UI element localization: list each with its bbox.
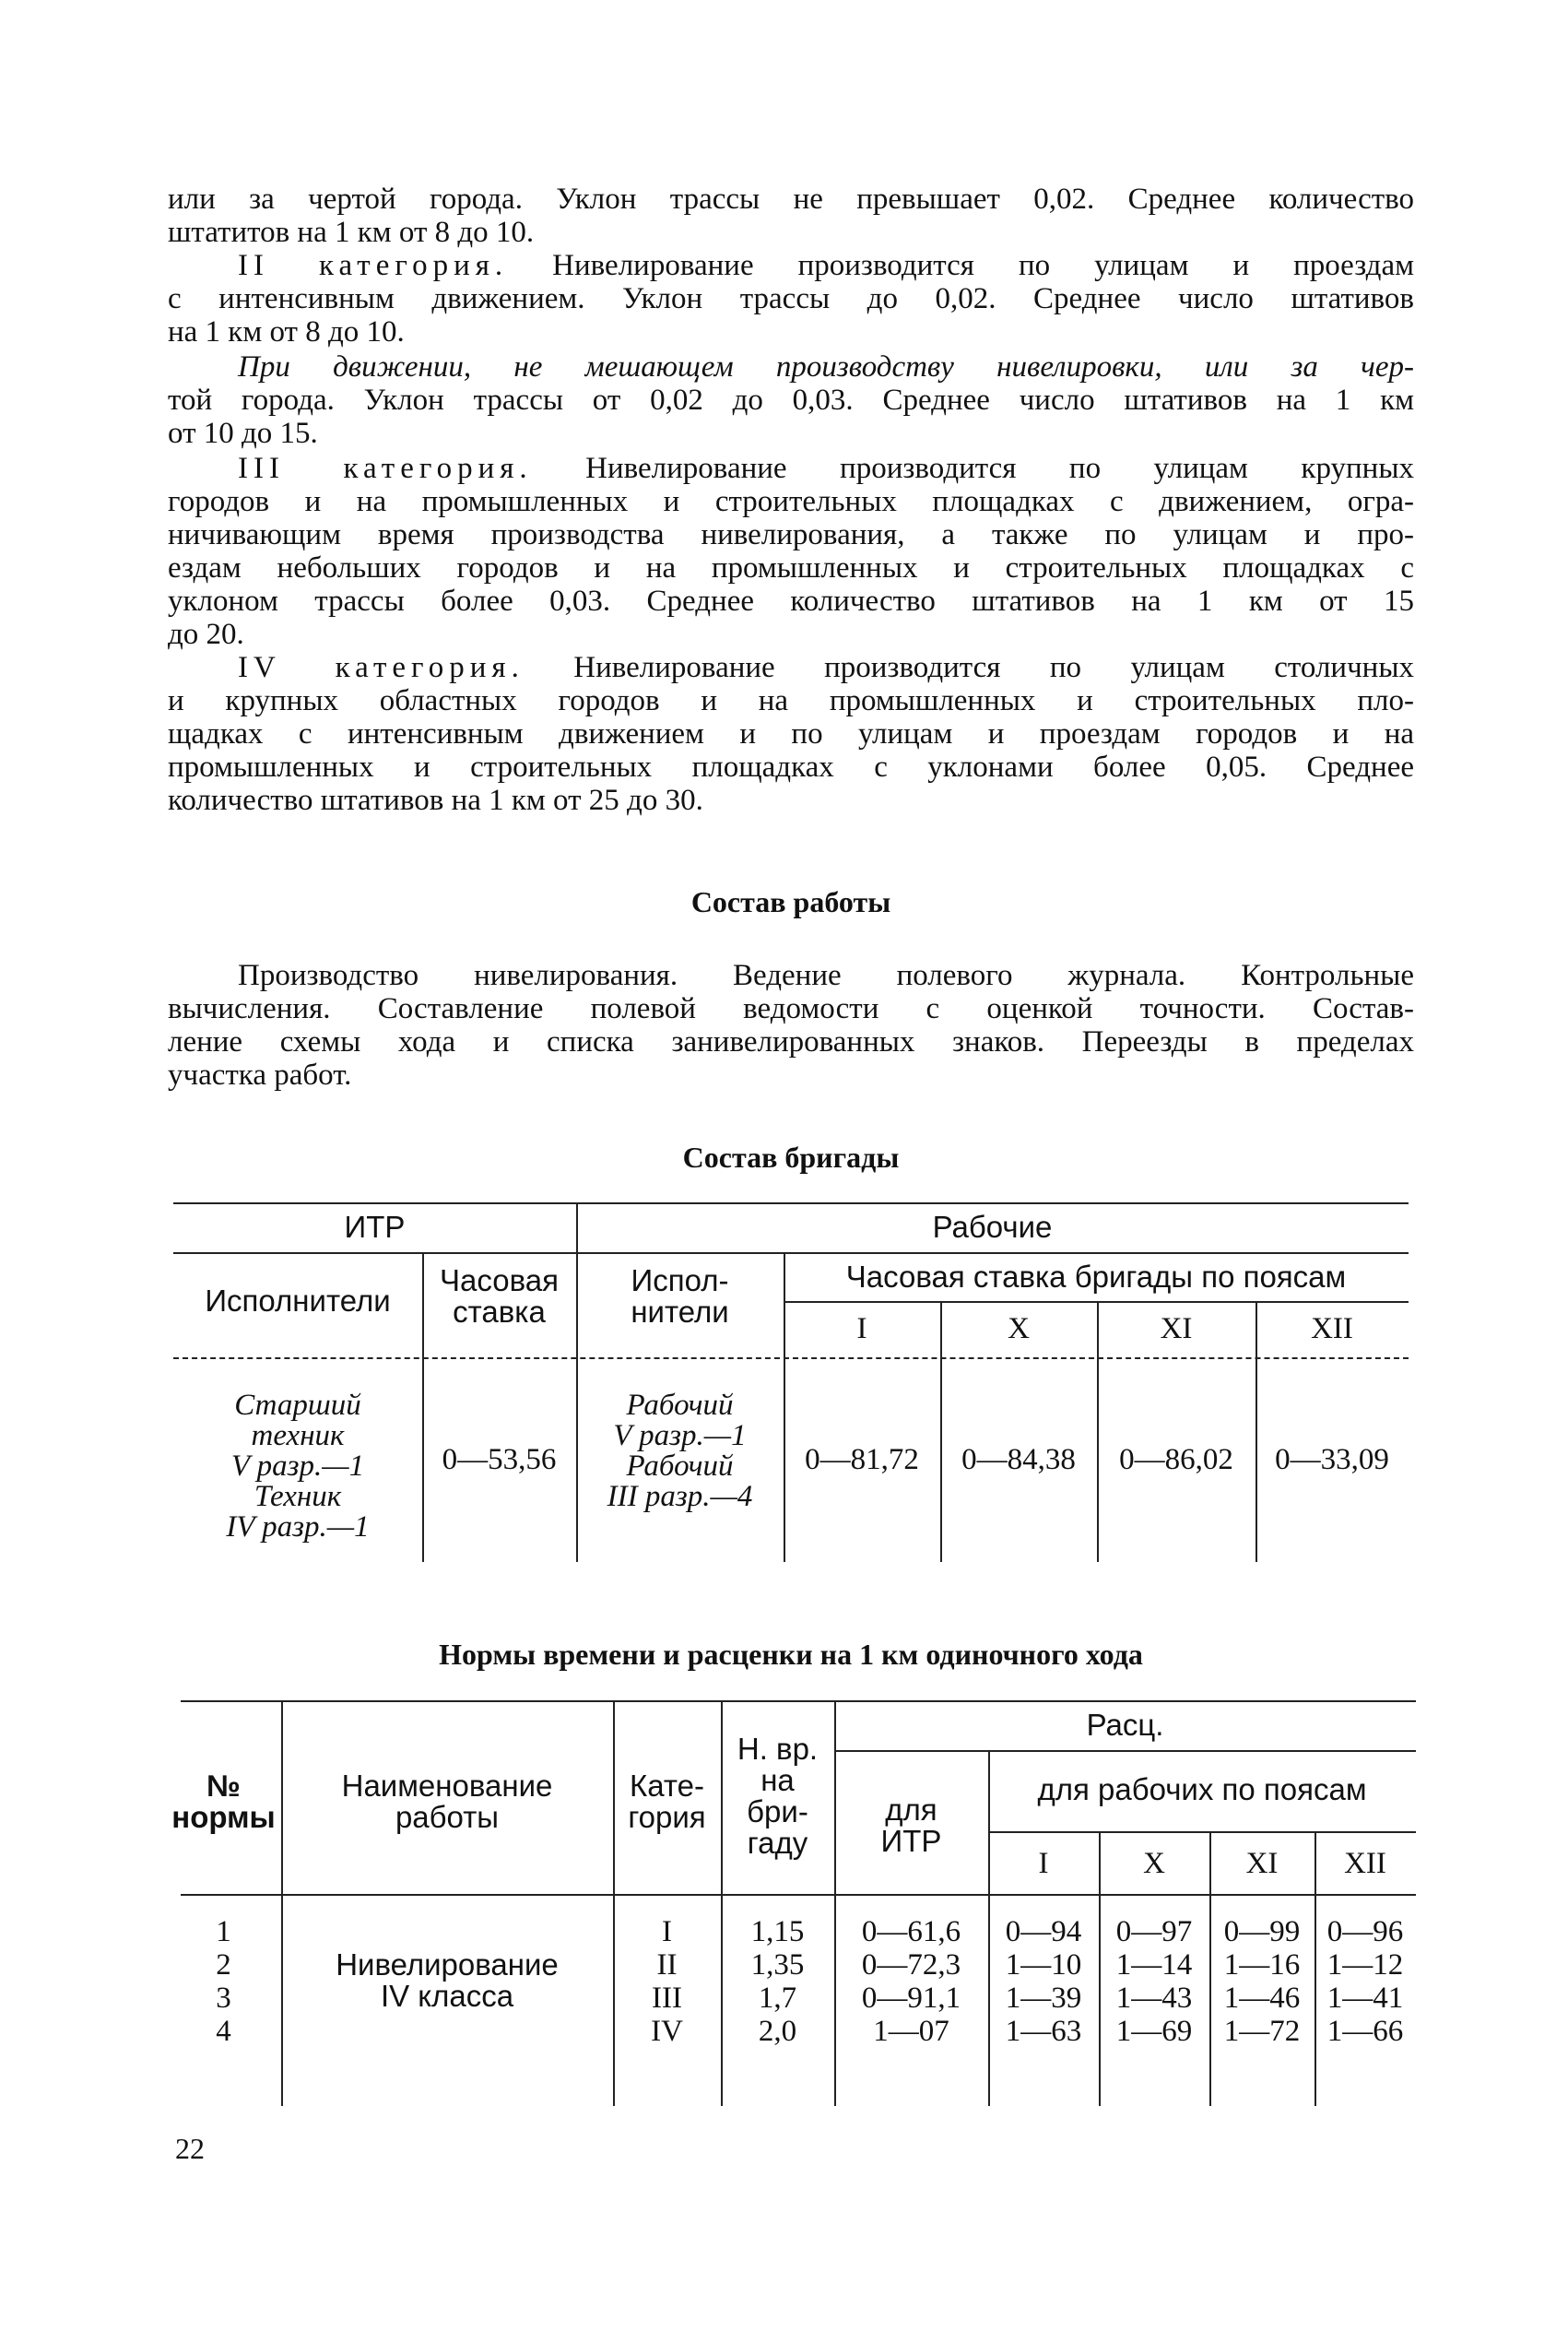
category-cell: I xyxy=(662,1915,672,1948)
brigade-rate-header: Часовая ставка бригады по поясам xyxy=(845,1260,1347,1294)
text-line: штатитов на 1 км от 8 до 10. xyxy=(168,216,535,249)
zone-price-cell: 1—12 xyxy=(1326,1948,1404,1982)
zone-header: XI xyxy=(1245,1847,1279,1880)
text-line: на 1 км от 8 до 10. xyxy=(168,315,405,349)
zone-header: X xyxy=(1008,1312,1030,1345)
header-line: Часовая xyxy=(440,1263,559,1297)
text-line: с интенсивным движением. Уклон трассы до 0,02. Среднее число штативов xyxy=(168,282,1414,315)
text-line: При движении, не мешающем производству нивелировки, или за чер- xyxy=(238,350,1414,384)
zone-header: XII xyxy=(1344,1847,1386,1880)
zone-price-cell: 1—46 xyxy=(1223,1982,1301,2015)
category-label: III категория. xyxy=(238,452,533,485)
time-norm-cell: 1,15 xyxy=(750,1915,805,1948)
section-heading: Состав работы xyxy=(690,885,891,918)
text-line: и крупных областных городов и на промышленных и строительных пло- xyxy=(168,684,1414,717)
itr-price-cell: 0—91,1 xyxy=(861,1982,961,2015)
zone-header: X xyxy=(1143,1847,1165,1880)
text-span: Нивелирование производится по улицам крупных xyxy=(585,452,1414,485)
table-rule xyxy=(281,1700,283,2106)
zone-header: XI xyxy=(1160,1312,1193,1345)
itr-header: ИТР xyxy=(344,1210,406,1244)
zone-rate-cell: 0—33,09 xyxy=(1275,1443,1389,1476)
zone-price-cell: 1—41 xyxy=(1326,1982,1404,2015)
workers-header: Рабочие xyxy=(932,1210,1053,1244)
zone-price-cell: 1—63 xyxy=(1005,2015,1082,2048)
text-line: ничивающим время производства нивелирования, а также по улицам и про- xyxy=(168,518,1414,551)
staff-line: IV разр.—1 xyxy=(226,1510,370,1544)
itr-price-cell: 0—72,3 xyxy=(861,1948,961,1982)
itr-price-cell: 1—07 xyxy=(873,2015,949,2048)
norm-no-cell: 2 xyxy=(216,1948,231,1982)
zone-price-cell: 0—94 xyxy=(1005,1915,1082,1948)
text-line: промышленных и строительных площадках с уклонами более 0,05. Среднее xyxy=(168,751,1414,784)
category-cell: IV xyxy=(651,2015,683,2048)
header-line: Испол- xyxy=(631,1263,729,1297)
work-name-line: Нивелирование xyxy=(336,1947,559,1982)
workers-price-header: для рабочих по поясам xyxy=(1037,1772,1367,1806)
workers-staff-cell xyxy=(576,1390,784,1512)
zone-price-cell: 1—39 xyxy=(1005,1982,1082,2015)
text-line: или за чертой города. Уклон трассы не превышает 0,02. Среднее количество xyxy=(168,183,1414,216)
zone-price-cell: 1—16 xyxy=(1223,1948,1301,1982)
time-norm-cell: 1,35 xyxy=(750,1948,805,1982)
time-norm-cell: 1,7 xyxy=(758,1982,797,2015)
text-line: городов и на промышленных и строительных площадках с движением, огра- xyxy=(168,485,1414,518)
section-heading: Нормы времени и расценки на 1 км одиночного хода xyxy=(439,1638,1143,1671)
table-rule xyxy=(181,1700,1416,1702)
category-label: II категория. xyxy=(238,249,509,282)
performers-col-header: Исполнители xyxy=(205,1284,391,1318)
itr-price-cell: 0—61,6 xyxy=(861,1915,961,1948)
zone-rate-cell: 0—81,72 xyxy=(805,1443,919,1476)
table-rule xyxy=(834,1750,1416,1752)
category-header xyxy=(613,1770,721,1833)
text-line: уклоном трассы более 0,03. Среднее количество штативов на 1 км от 15 xyxy=(168,585,1414,618)
header-line: на xyxy=(760,1763,795,1797)
zone-price-cell: 0—96 xyxy=(1326,1915,1404,1948)
category-cell: II xyxy=(656,1948,678,1982)
staff-line: Рабочий xyxy=(626,1389,734,1422)
table-rule xyxy=(784,1252,785,1562)
table-rule xyxy=(173,1357,1409,1359)
price-header: Расц. xyxy=(1086,1708,1164,1742)
header-line: № xyxy=(206,1769,241,1803)
text-line xyxy=(238,651,1414,684)
text-line: ездам небольших городов и на промышленных и строительных площадках с xyxy=(168,551,1414,585)
workers-performers-col-header xyxy=(576,1265,784,1328)
header-line: для xyxy=(885,1793,937,1827)
text-line: Производство нивелирования. Ведение полевого журнала. Контрольные xyxy=(238,959,1414,992)
rate-col-header xyxy=(422,1265,576,1328)
time-norm-cell: 2,0 xyxy=(758,2015,797,2048)
header-line: гаду xyxy=(747,1826,808,1860)
staff-line: V разр.—1 xyxy=(230,1449,365,1483)
text-span: Нивелирование производится по улицам столичных xyxy=(573,651,1415,684)
zone-price-cell: 0—99 xyxy=(1223,1915,1301,1948)
itr-staff-cell xyxy=(173,1390,422,1543)
work-name-line: IV класса xyxy=(380,1979,514,2013)
zone-price-cell: 1—69 xyxy=(1115,2015,1193,2048)
staff-line: Рабочий xyxy=(626,1449,734,1483)
header-line: нители xyxy=(631,1295,729,1329)
header-line: Наименование xyxy=(341,1769,553,1803)
text-line: ление схемы хода и списка занивелированных знаков. Переезды в пределах xyxy=(168,1025,1414,1059)
time-norm-header xyxy=(721,1733,834,1859)
text-line xyxy=(238,452,1414,485)
header-line: бри- xyxy=(747,1794,808,1828)
category-label: IV категория. xyxy=(238,651,525,684)
staff-line: V разр.—1 xyxy=(613,1419,747,1452)
zone-price-cell: 0—97 xyxy=(1115,1915,1193,1948)
zone-price-cell: 1—72 xyxy=(1223,2015,1301,2048)
text-line: той города. Уклон трассы от 0,02 до 0,03. Среднее число штативов на 1 км xyxy=(168,384,1414,417)
itr-price-header xyxy=(834,1794,988,1857)
text-line: щадках с интенсивным движением и по улицам и проездам городов и на xyxy=(168,717,1414,751)
zone-header: XII xyxy=(1311,1312,1353,1345)
zone-header: I xyxy=(856,1312,867,1345)
staff-line: техник xyxy=(251,1419,345,1452)
header-line: Н. вр. xyxy=(737,1732,819,1766)
header-line: работы xyxy=(395,1800,500,1834)
header-line: нормы xyxy=(171,1800,276,1834)
table-rule xyxy=(181,1894,1416,1896)
staff-line: Старший xyxy=(234,1389,361,1422)
work-name-cell xyxy=(281,1949,613,2012)
header-line: Кате- xyxy=(630,1769,704,1803)
text-line: до 20. xyxy=(168,618,244,651)
zone-rate-cell: 0—84,38 xyxy=(961,1443,1076,1476)
staff-line: III разр.—4 xyxy=(607,1480,753,1513)
zone-price-cell: 1—10 xyxy=(1005,1948,1082,1982)
header-line: ИТР xyxy=(880,1824,942,1858)
text-span: Нивелирование производится по улицам и проездам xyxy=(552,249,1414,282)
zone-price-cell: 1—14 xyxy=(1115,1948,1193,1982)
norm-no-cell: 4 xyxy=(216,2015,231,2048)
norm-no-cell: 1 xyxy=(216,1915,231,1948)
page-number: 22 xyxy=(175,2132,205,2165)
norm-no-cell: 3 xyxy=(216,1982,231,2015)
category-cell: III xyxy=(652,1982,682,2015)
itr-rate-cell: 0—53,56 xyxy=(442,1443,557,1476)
zone-rate-cell: 0—86,02 xyxy=(1119,1443,1233,1476)
header-line: гория xyxy=(628,1800,706,1834)
staff-line: Техник xyxy=(253,1480,342,1513)
text-line: участка работ. xyxy=(168,1059,352,1092)
text-line xyxy=(238,249,1414,282)
section-heading: Состав бригады xyxy=(682,1141,900,1174)
text-line: вычисления. Составление полевой ведомости с оценкой точности. Состав- xyxy=(168,992,1414,1025)
table-rule xyxy=(173,1202,1409,1204)
work-name-header xyxy=(281,1770,613,1833)
zone-header: I xyxy=(1038,1847,1049,1880)
header-line: ставка xyxy=(453,1295,546,1329)
table-rule xyxy=(173,1252,1409,1254)
norm-no-header xyxy=(166,1770,281,1833)
table-rule xyxy=(988,1831,1416,1833)
zone-price-cell: 1—43 xyxy=(1115,1982,1193,2015)
text-line: количество штативов на 1 км от 25 до 30. xyxy=(168,784,703,817)
zone-price-cell: 1—66 xyxy=(1326,2015,1404,2048)
text-line: от 10 до 15. xyxy=(168,417,318,450)
table-rule xyxy=(784,1301,1409,1303)
